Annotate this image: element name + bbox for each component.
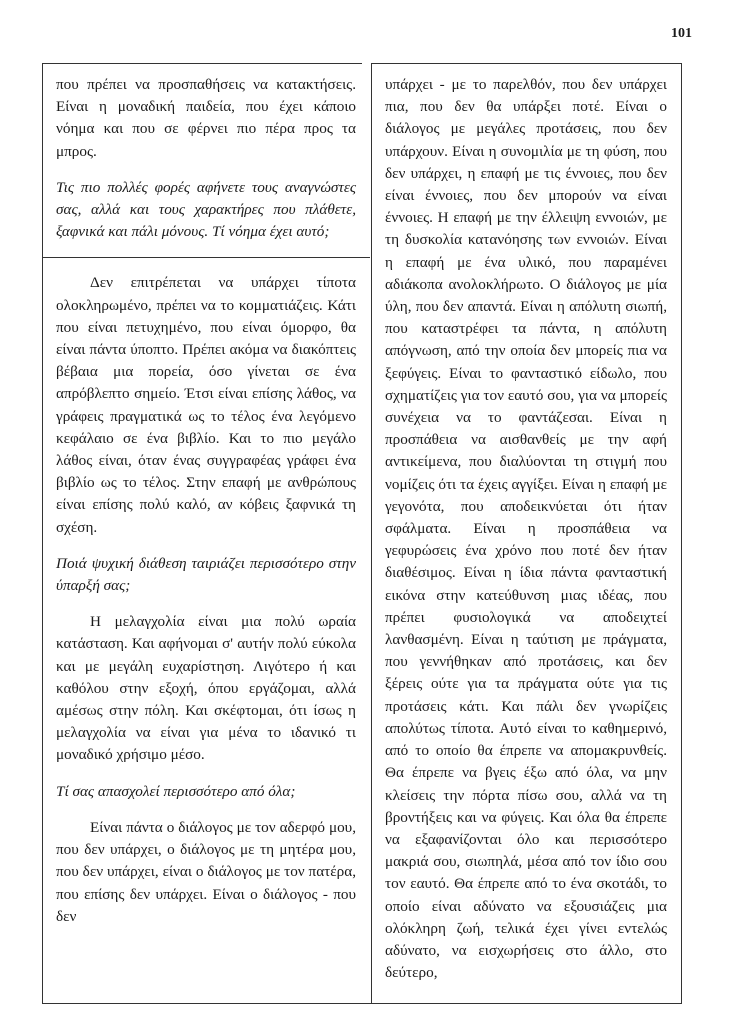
right-column — [385, 74, 667, 984]
interview-question: Τί σας απασχολεί περισσότερο από όλα; — [56, 782, 296, 800]
frame-top-rule-right — [372, 63, 681, 64]
continued-answer: υπάρχει - με το παρελθόν, που δεν υπάρχει πια, που δεν θα υπάρξει ποτέ. Είναι ο διάλογος με μεγάλες προτάσεις, που δεν υπάρχουν. Είναι η συνομιλία με τη φύση, που δεν υπάρχει, η επαφή με τις έννοιες, που δεν είναι έννοιες, που δεν μπορούν να είναι έννοιες. Η επαφή με την έλλειψη εννοιών, με τη δυσκολία κατανόησης των εννοιών. Είναι η επαφή με ένα υλικό, που παραμένει αδιάκοπα ανολοκλήρωτο. Ο διάλογος με μία ύλη, που δεν απαντά. Είναι η απόλυτη σιωπή, που καταστρέφει τα πάντα, η απόλυτη απόγνωση, από την οποία δεν μπορείς πια να ξεφύγεις. Είναι το φανταστικό είδωλο, που σχηματίζεις για τον εαυτό σου, για να μπορείς συνέχεια να το φαντάζεσαι. Είναι η προσπάθεια να αισθανθείς με την αφή αντικείμενα, που διαλύονται τη στιγμή που νομίζεις ότι τα έχεις αγγίξει. Είναι η επαφή με γεγονότα, που αποδεικνύεται ότι ήταν σφάλματα. Είναι η προσπάθεια να γεφυρώσεις ένα χρόνο που ποτέ δεν ήταν διαθέσιμος. Είναι η ίδια πάντα φανταστική εικόνα στην κατεύθυνση μιας ιδέας, που πρέπει φυσιολογικά να αποδειχτεί λανθασμένη. Είναι η ταύτιση με πράγματα, που γεννήθηκαν από προτάσεις, και δεν ξέρεις ούτε για τα πράγματα ούτε για τις προτάσεις κάτι. Και πάλι δεν γνωρίζεις απολύτως τίποτα. Αυτό είναι το καθημερινό, από το οποίο θα έπρεπε να απομακρυνθείς. Θα έπρεπε να βγεις έξω από όλα, να μην κλείσεις την πόρτα πίσω σου, αλλά να τη βροντήξεις και να φύγεις. Και όλα θα έπρεπε να εξαφανίζονται όλο και περισσότερο μακριά σου, σιωπηλά, μέσα από τον ίδιο σου τον εαυτό. Θα έπρεπε από το ένα σκοτάδι, το οποίο είναι αδύνατο να εξουσιάζεις μια ολόκληρη ζωή, τελικά έχει γίνει εντελώς αδύνατο, να εισχωρήσεις στο άλλο, στο δεύτερο, — [385, 76, 667, 982]
frame-top-rule-left — [42, 63, 362, 64]
interview-question: Τις πιο πολλές φορές αφήνετε τους αναγνώστες σας, αλλά και τους χαρακτήρες που πλάθετε, ξαφνικά και πάλι μόνους. Τί νόημα έχει αυτό; — [56, 178, 356, 241]
interview-question: Ποιά ψυχική διάθεση ταιριάζει περισσότερο στην ύπαρξή σας; — [56, 554, 356, 595]
interview-answer: Δεν επιτρέπεται να υπάρχει τίποτα ολοκληρωμένο, πρέπει να το κομματιάζεις. Κάτι που είναι πετυχημένο, που είναι όμορφο, θα είναι πάντα ύποπτο. Πρέπει ακόμα να διακόπτεις βέβαια μια πορεία, όσο γίνεται σε ένα απρόβλεπτο σημείο. Έτσι είναι επίσης λάθος, να γράφεις πραγματικά ως το τέλος ένα λεγόμενο κεφάλαιο σε ένα βιβλίο. Και το πιο μεγάλο λάθος είναι, όταν ένας συγγραφέας γράφει ένα βιβλίο ως το τέλος. Στην επαφή με ανθρώπους είναι επίσης πολύ καλό, αν κόβεις ξαφνικά τη σχέση. — [56, 274, 356, 536]
interview-answer: Είναι πάντα ο διάλογος με τον αδερφό μου, που δεν υπάρχει, ο διάλογος με τη μητέρα μου, που δεν υπάρχει, είναι ο διάλογος με τον πατέρα, που επίσης δεν υπάρχει. Είναι ο διάλογος - που δεν — [56, 818, 356, 925]
left-column — [56, 74, 356, 928]
interview-answer: Η μελαγχολία είναι μια πολύ ωραία κατάσταση. Και αφήνομαι σ' αυτήν πολύ εύκολα και με μεγάλη ευχαρίστηση. Λιγότερο ή και καθόλου στην εξοχή, όπου εργάζομαι, αλλά αμέσως στην πόλη. Και σκέφτομαι, ότι ίσως η μελαγχολία να είναι για μένα το ιδανικό τι μοναδικό χρήσιμο μέσο. — [56, 613, 356, 764]
column-divider — [371, 63, 372, 1003]
continued-paragraph: που πρέπει να προσπαθήσεις να κατακτήσεις. Είναι η μοναδική παιδεία, που έχει κάποιο νόημα και που σε φέρνει πιο πέρα προς τα μπρος. — [56, 76, 356, 160]
page-number: 101 — [671, 26, 692, 41]
